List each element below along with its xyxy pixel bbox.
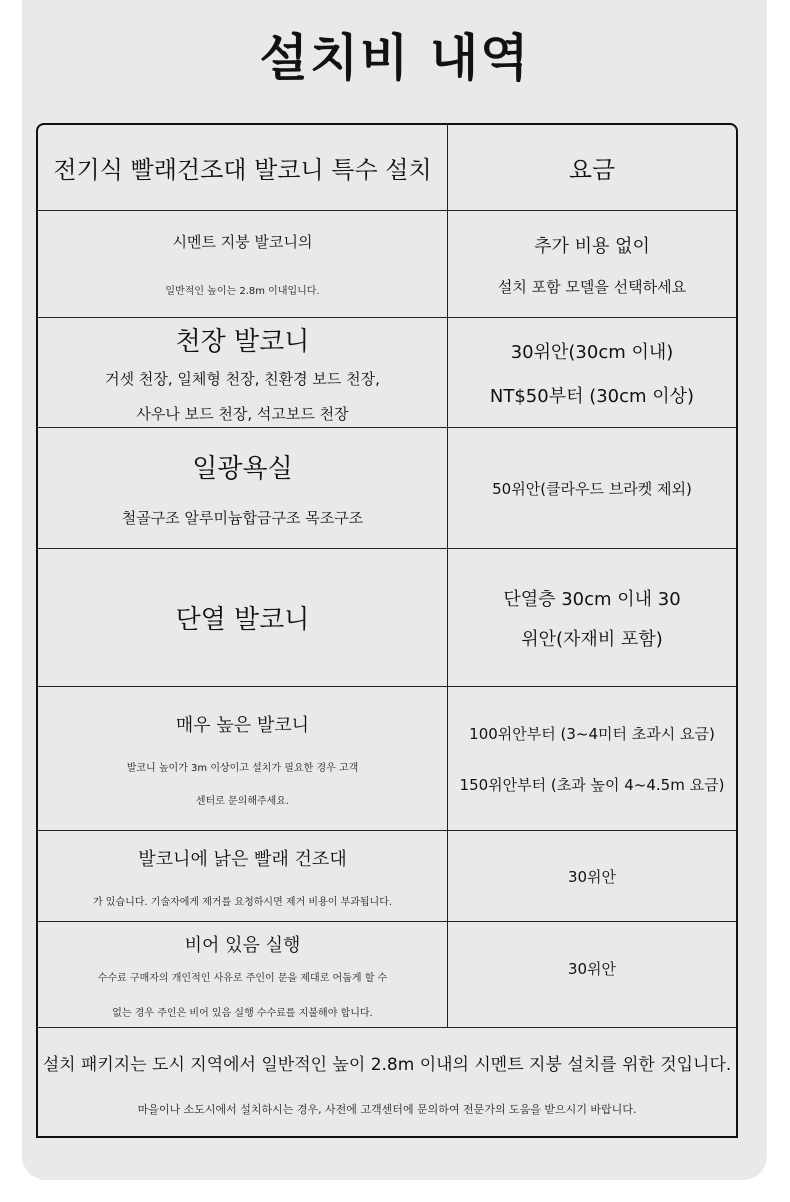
fee-line-2: 위안(자재비 포함) bbox=[521, 628, 663, 650]
row-note: 철골구조 알루미늄합금구조 목조구조 bbox=[121, 509, 364, 527]
table-header-row bbox=[38, 125, 736, 211]
table-row bbox=[38, 549, 736, 687]
row-note: 가 있습니다. 기술자에게 제거를 요청하시면 제거 비용이 부과됩니다. bbox=[92, 896, 393, 908]
row-note: 발코니 높이가 3m 이상이고 설치가 필요한 경우 고객 bbox=[126, 762, 359, 774]
fee-line-1: 단열층 30cm 이내 30 bbox=[503, 588, 681, 610]
row-note: 수수료 구매자의 개인적인 사유로 주인이 문을 제대로 어둡게 할 수 bbox=[97, 972, 388, 984]
row-title: 단열 발코니 bbox=[175, 605, 310, 635]
fee-line-1: 30위안(30cm 이내) bbox=[510, 341, 674, 363]
header-left-label: 전기식 빨래건조대 발코니 특수 설치 bbox=[53, 156, 432, 184]
fee-line-1: 30위안 bbox=[567, 960, 617, 978]
row-title: 일광욕실 bbox=[192, 454, 293, 484]
footer-main-note: 설치 패키지는 도시 지역에서 일반적인 높이 2.8m 이내의 시멘트 지붕 설치를 위한 것입니다. bbox=[42, 1054, 732, 1075]
row-fee bbox=[448, 922, 736, 1027]
row-fee bbox=[448, 831, 736, 921]
row-note-2: 없는 경우 주인은 비어 있음 실행 수수료를 지불해야 합니다. bbox=[112, 1007, 373, 1019]
header-left-cell bbox=[38, 125, 448, 210]
table-row bbox=[38, 687, 736, 831]
row-note: 일반적인 높이는 2.8m 이내입니다. bbox=[165, 286, 320, 297]
fee-line-1: 50위안(클라우드 브라켓 제외) bbox=[492, 479, 692, 498]
fee-line-2: NT$50부터 (30cm 이상) bbox=[489, 385, 695, 407]
fee-table bbox=[36, 123, 738, 1138]
table-row bbox=[38, 831, 736, 922]
row-description bbox=[38, 922, 448, 1027]
row-title: 매우 높은 발코니 bbox=[175, 714, 310, 736]
fee-line-1: 추가 비용 없이 bbox=[534, 235, 650, 257]
table-row bbox=[38, 318, 736, 428]
row-fee bbox=[448, 211, 736, 317]
row-note: 거셋 천장, 일체형 천장, 친환경 보드 천장, bbox=[105, 370, 380, 388]
row-description bbox=[38, 211, 448, 317]
table-row bbox=[38, 211, 736, 318]
row-title: 시멘트 지붕 발코니의 bbox=[172, 233, 313, 251]
page-title: 설치비 내역 bbox=[259, 29, 531, 87]
fee-line-1: 100위안부터 (3~4미터 초과시 요금) bbox=[469, 724, 715, 743]
row-note-2: 센터로 문의해주세요. bbox=[195, 795, 290, 807]
table-row bbox=[38, 922, 736, 1028]
header-right-label: 요금 bbox=[568, 156, 616, 184]
row-description bbox=[38, 831, 448, 921]
row-description bbox=[38, 687, 448, 830]
row-fee bbox=[448, 318, 736, 427]
fee-line-2: 설치 포함 모델을 선택하세요 bbox=[497, 277, 687, 296]
footer-sub-note: 마을이나 소도시에서 설치하시는 경우, 사전에 고객센터에 문의하여 전문가의 도움을 받으시기 바랍니다. bbox=[137, 1102, 637, 1116]
header-right-cell bbox=[448, 125, 736, 210]
row-title: 발코니에 낡은 빨래 건조대 bbox=[138, 848, 347, 870]
row-description bbox=[38, 549, 448, 686]
row-fee bbox=[448, 687, 736, 830]
table-footer bbox=[38, 1028, 736, 1138]
row-description bbox=[38, 428, 448, 548]
fee-line-1: 30위안 bbox=[567, 867, 617, 886]
row-note-2: 사우나 보드 천장, 석고보드 천장 bbox=[136, 405, 349, 423]
table-row bbox=[38, 428, 736, 549]
row-description bbox=[38, 318, 448, 427]
row-fee bbox=[448, 428, 736, 548]
row-title: 천장 발코니 bbox=[175, 327, 310, 357]
row-title: 비어 있음 실행 bbox=[184, 934, 301, 956]
row-fee bbox=[448, 549, 736, 686]
fee-line-2: 150위안부터 (초과 높이 4~4.5m 요금) bbox=[459, 775, 725, 794]
